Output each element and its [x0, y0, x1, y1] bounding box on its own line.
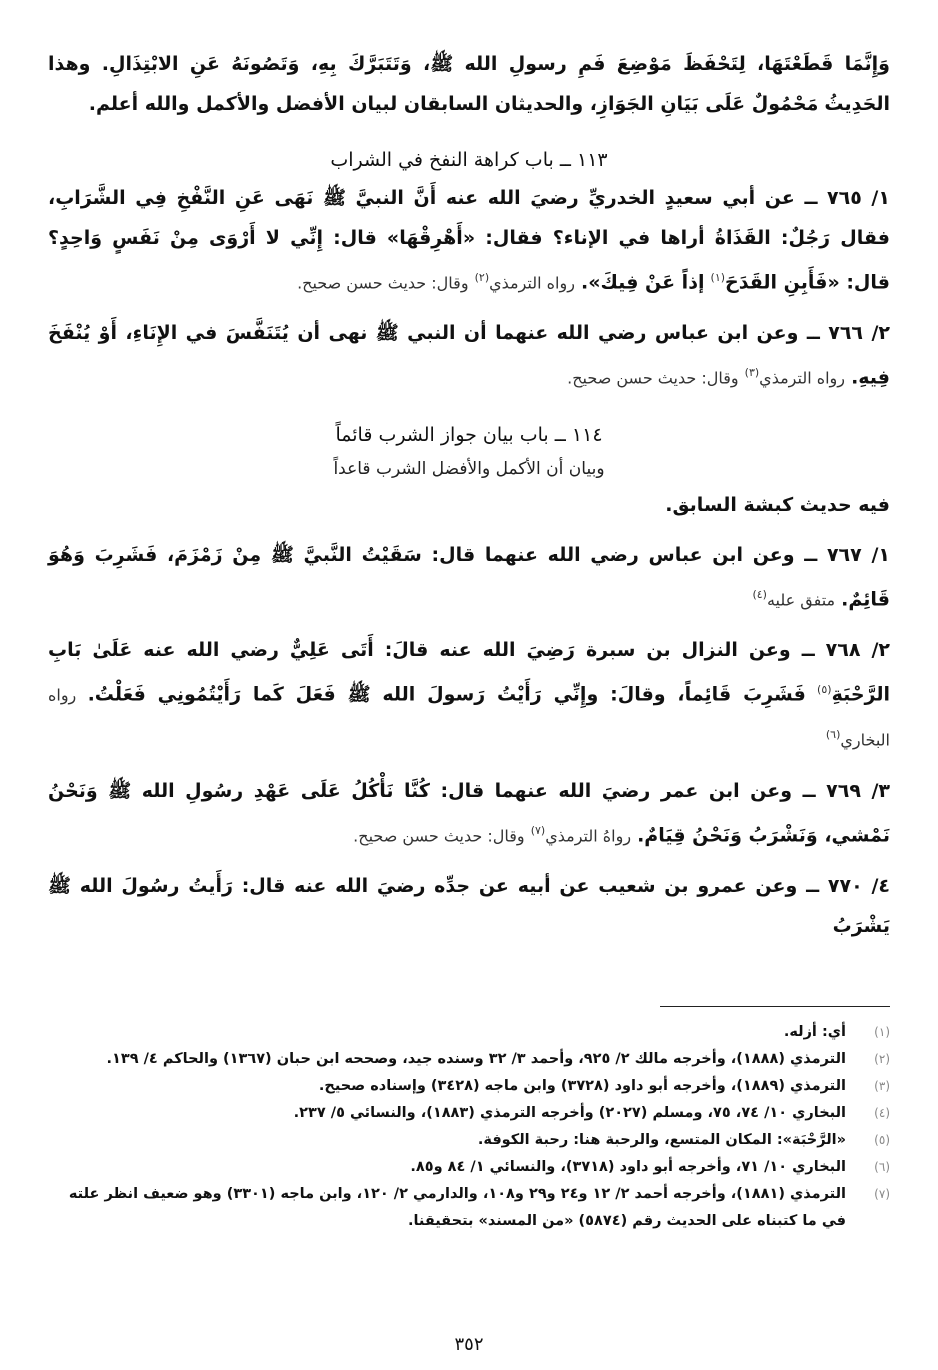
footnote-7 — [48, 1181, 890, 1235]
hadith-765-text-end: إذاً عَنْ فِيكَ». — [581, 271, 705, 294]
intro-paragraph — [48, 44, 890, 124]
footnote-text: البخاري ١٠/ ٧٤، ٧٥، ومسلم (٢٠٢٧) وأخرجه الترمذي (١٨٨٣)، والنسائي ٥/ ٢٣٧. — [293, 1105, 846, 1121]
hadith-768-text: ٢/ ٧٦٨ ــ وعن النزال بن سبرة رَضِيَ الله عنه قالَ: أَتَى عَلِيٌّ رضي الله عنه عَلَىٰ بَابِ الرَّحْبَةِ — [48, 638, 891, 706]
hadith-765-source: رواه الترمذي — [489, 273, 575, 293]
intro-line-1: وَإِنَّمَا قَطَعْتَهَا، لِتَحْفَظَ مَوْضِعَ فَمِ رسولِ الله ﷺ، وَتَتَبَرَّكَ بِهِ، وَتَصُونَهُ عَنِ الابْتِذَالِ. وهذا الحَدِيثُ — [48, 53, 890, 115]
footnote-number: (٦) — [874, 1160, 890, 1174]
hadith-769-source: رواهُ الترمذي — [545, 825, 632, 845]
footnote-4 — [48, 1100, 890, 1127]
intro-line-2: مَحْمُولٌ عَلَى بَيَانِ الجَوَازِ، والحديثان السابقان لبيان الأفضل والأكمل والله أعلم. — [88, 93, 819, 115]
footnote-number: (٢) — [874, 1052, 890, 1066]
chapter-114-subtitle: وبيان أن الأكمل والأفضل الشرب قاعداً — [333, 458, 605, 479]
footnote-number: (٣) — [874, 1079, 890, 1093]
hadith-765-grade: وقال: حديث حسن صحيح. — [297, 273, 469, 293]
page-number: ٣٥٢ — [454, 1334, 484, 1355]
footnote-text: «الرَّحْبَة»: المكان المتسع، والرحبة هنا: رحبة الكوفة. — [477, 1132, 846, 1148]
hadith-767 — [48, 535, 890, 620]
hadith-769 — [48, 771, 890, 856]
hadith-767-text: ١/ ٧٦٧ ــ وعن ابن عباس رضي الله عنهما قال: سَقَيْتُ النَّبيَّ ﷺ مِنْ زَمْزَمَ، فَشَرِبَ وَهُوَ قَائِمٌ. — [48, 543, 890, 610]
footnotes — [48, 1019, 890, 1235]
hadith-766-source: رواه الترمذي — [759, 368, 846, 388]
chapter-114-intro — [48, 485, 890, 525]
hadith-766-grade: وقال: حديث حسن صحيح. — [567, 368, 739, 388]
footnote-ref-6[interactable]: (٦) — [825, 728, 841, 742]
footnote-ref-3[interactable]: (٣) — [744, 366, 760, 380]
footnote-ref-4[interactable]: (٤) — [752, 587, 767, 601]
hadith-769-text: ٣/ ٧٦٩ ــ وعن ابن عمر رضيَ الله عنهما قال: كُنَّا نَأْكُلُ عَلَى عَهْدِ رسُولِ الله ﷺ وَنَحْنُ نَمْشي، وَنَشْرَبُ وَنَحْنُ قِيَامٌ. — [48, 779, 890, 846]
hadith-765-text: ١/ ٧٦٥ ــ عن أبي سعيدٍ الخدريِّ رضيَ الله عنه أَنَّ النبيَّ ﷺ نَهَى عَنِ النَّفْخِ فِي الشَّرَابِ، فقال رَجُلٌ: القَذَاةُ أراها في الإناء؟ فقال: «أَهْرِقْهَا» قال: إِنِّي لا أَرْوَى مِنْ نَفَسٍ وَاحِدٍ؟ قال: «فَأَبِنِ القَدَحَ — [48, 187, 890, 294]
footnote-number: (٤) — [874, 1106, 890, 1120]
hadith-770 — [48, 866, 890, 946]
chapter-114-intro-text: فيه حديث كبشة السابق. — [665, 493, 890, 516]
footnote-text: أي: أزله. — [783, 1024, 846, 1040]
footnote-6 — [48, 1154, 890, 1181]
hadith-768-text-end: فَشَرِبَ قَائِماً، وقالَ: وإِنِّي رَأَيْتُ رَسولَ الله ﷺ فَعَلَ كَما رَأَيْتُمُونِي فَعَلْتُ. — [87, 683, 806, 706]
footnote-ref-1[interactable]: (١) — [710, 271, 726, 284]
footnote-text: البخاري ١٠/ ٧١، وأخرجه أبو داود (٣٧١٨)، والنسائي ١/ ٨٤ و٨٥. — [410, 1159, 846, 1175]
hadith-770-text: ٤/ ٧٧٠ ــ وعن عمرو بن شعيب عن أبيه عن جدِّه رضيَ الله عنه قال: رَأَيتُ رسُولَ الله ﷺ يَشْرَبُ — [48, 874, 890, 937]
footnote-text: الترمذي (١٨٨١)، وأخرجه أحمد ٢/ ١٢ و٢٤ و٢٩ و١٠٨، والدارمي ٢/ ١٢٠، وابن ماجه (٣٣٠١) وهو ضعيف انظر علته في ما كتبناه على الحديث رقم (٥٨٧٤) «من المسند» بتحقيقنا. — [68, 1186, 846, 1229]
footnote-text: الترمذي (١٨٨٩)، وأخرجه أبو داود (٣٧٢٨) وابن ماجه (٣٤٢٨) وإسناده صحيح. — [318, 1078, 846, 1094]
hadith-769-grade: وقال: حديث حسن صحيح. — [353, 825, 525, 845]
footnote-3 — [48, 1073, 890, 1100]
hadith-767-source: متفق عليه — [766, 589, 836, 609]
footnote-ref-2[interactable]: (٢) — [474, 271, 490, 284]
footnote-number: (٥) — [874, 1133, 890, 1147]
page — [48, 44, 891, 1355]
footnote-number: (١) — [874, 1025, 890, 1039]
footnote-text: الترمذي (١٨٨٨)، وأخرجه مالك ٢/ ٩٢٥، وأحمد ٣/ ٣٢ وسنده جيد، وصححه ابن حبان (١٣٦٧) والحاكم ٤/ ١٣٩. — [106, 1051, 846, 1067]
hadith-766-text: ٢/ ٧٦٦ ــ وعن ابن عباس رضي الله عنهما أن النبي ﷺ نهى أن يُتَنَفَّسَ في الإِنَاءِ، أَوْ يُنْفَخَ فِيهِ. — [48, 322, 890, 389]
footnote-1 — [48, 1019, 890, 1046]
footnote-2 — [48, 1046, 890, 1073]
hadith-765 — [48, 178, 890, 303]
hadith-768 — [48, 630, 890, 761]
hadith-766 — [48, 313, 890, 398]
footnote-number: (٧) — [874, 1187, 890, 1201]
hadith-768-source: رواه البخاري — [48, 685, 890, 750]
footnote-ref-5[interactable]: (٥) — [817, 682, 832, 696]
footnote-divider — [660, 1006, 890, 1007]
footnote-ref-7[interactable]: (٧) — [530, 823, 546, 837]
chapter-113-title: ١١٣ ــ باب كراهة النفخ في الشراب — [330, 149, 608, 171]
chapter-114-title: ١١٤ ــ باب بيان جواز الشرب قائماً — [335, 423, 603, 446]
footnote-5 — [48, 1127, 890, 1154]
